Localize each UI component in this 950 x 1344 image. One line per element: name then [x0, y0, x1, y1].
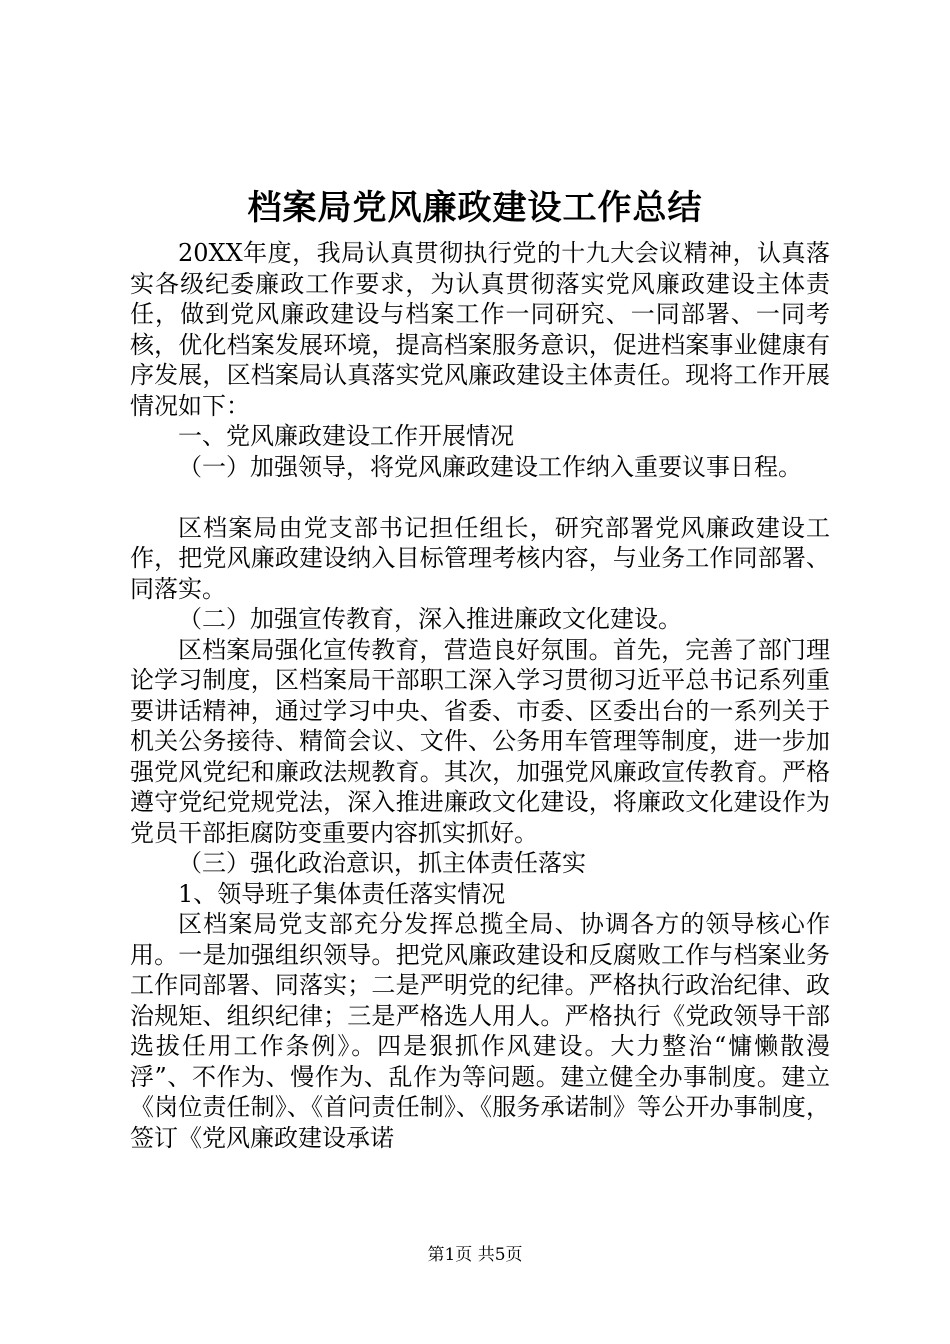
document-body [130, 238, 830, 1153]
item-heading-1: 1、领导班子集体责任落实情况 [178, 879, 506, 908]
subsection-heading-1: （一）加强领导，将党风廉政建设工作纳入重要议事日程。 [178, 452, 802, 481]
document-title: 档案局党风廉政建设工作总结 [247, 188, 703, 228]
body-paragraph-3: 区档案局党支部充分发挥总揽全局、协调各方的领导核心作用。一是加强组织领导。把党风廉政建设和反腐败工作与档案业务工作同部署、同落实；二是严明党的纪律。严格执行政治纪律、政治规矩、组织纪律；三是严格选人用人。严格执行《党政领导干部选拔任用工作条例》。四是狠抓作风建设。大力整治“慵懒散漫浮”、不作为、慢作为、乱作为等问题。建立健全办事制度。建立《岗位责任制》、《首问责任制》、《服务承诺制》等公开办事制度，签订《党风廉政建设承诺 [130, 910, 830, 1152]
page-footer: 第1页 共5页 [427, 1245, 523, 1265]
subsection-heading-3: （三）强化政治意识，抓主体责任落实 [178, 849, 586, 877]
body-paragraph-2: 区档案局强化宣传教育，营造良好氛围。首先，完善了部门理论学习制度，区档案局干部职工深入学习贯彻习近平总书记系列重要讲话精神，通过学习中央、省委、市委、区委出台的一系列关于机关公务接待、精简会议、文件、公务用车管理等制度，进一步加强党风党纪和廉政法规教育。其次，加强党风廉政宣传教育。严格遵守党纪党规党法，深入推进廉政文化建设，将廉政文化建设作为党员干部拒腐防变重要内容抓实抓好。 [130, 635, 830, 847]
section-heading-1: 一、党风廉政建设工作开展情况 [178, 422, 514, 450]
blank-line [130, 482, 830, 513]
body-paragraph-1: 区档案局由党支部书记担任组长，研究部署党风廉政建设工作，把党风廉政建设纳入目标管理考核内容，与业务工作同部署、同落实。 [130, 513, 830, 603]
subsection-heading-2: （二）加强宣传教育，深入推进廉政文化建设。 [178, 605, 682, 633]
intro-paragraph: 20XX年度，我局认真贯彻执行党的十九大会议精神，认真落实各级纪委廉政工作要求，为认真贯彻落实党风廉政建设主体责任，做到党风廉政建设与档案工作一同研究、一同部署、一同考核，优化档案发展环境，提高档案服务意识，促进档案事业健康有序发展，区档案局认真落实党风廉政建设主体责任。现将工作开展情况如下： [130, 239, 830, 420]
